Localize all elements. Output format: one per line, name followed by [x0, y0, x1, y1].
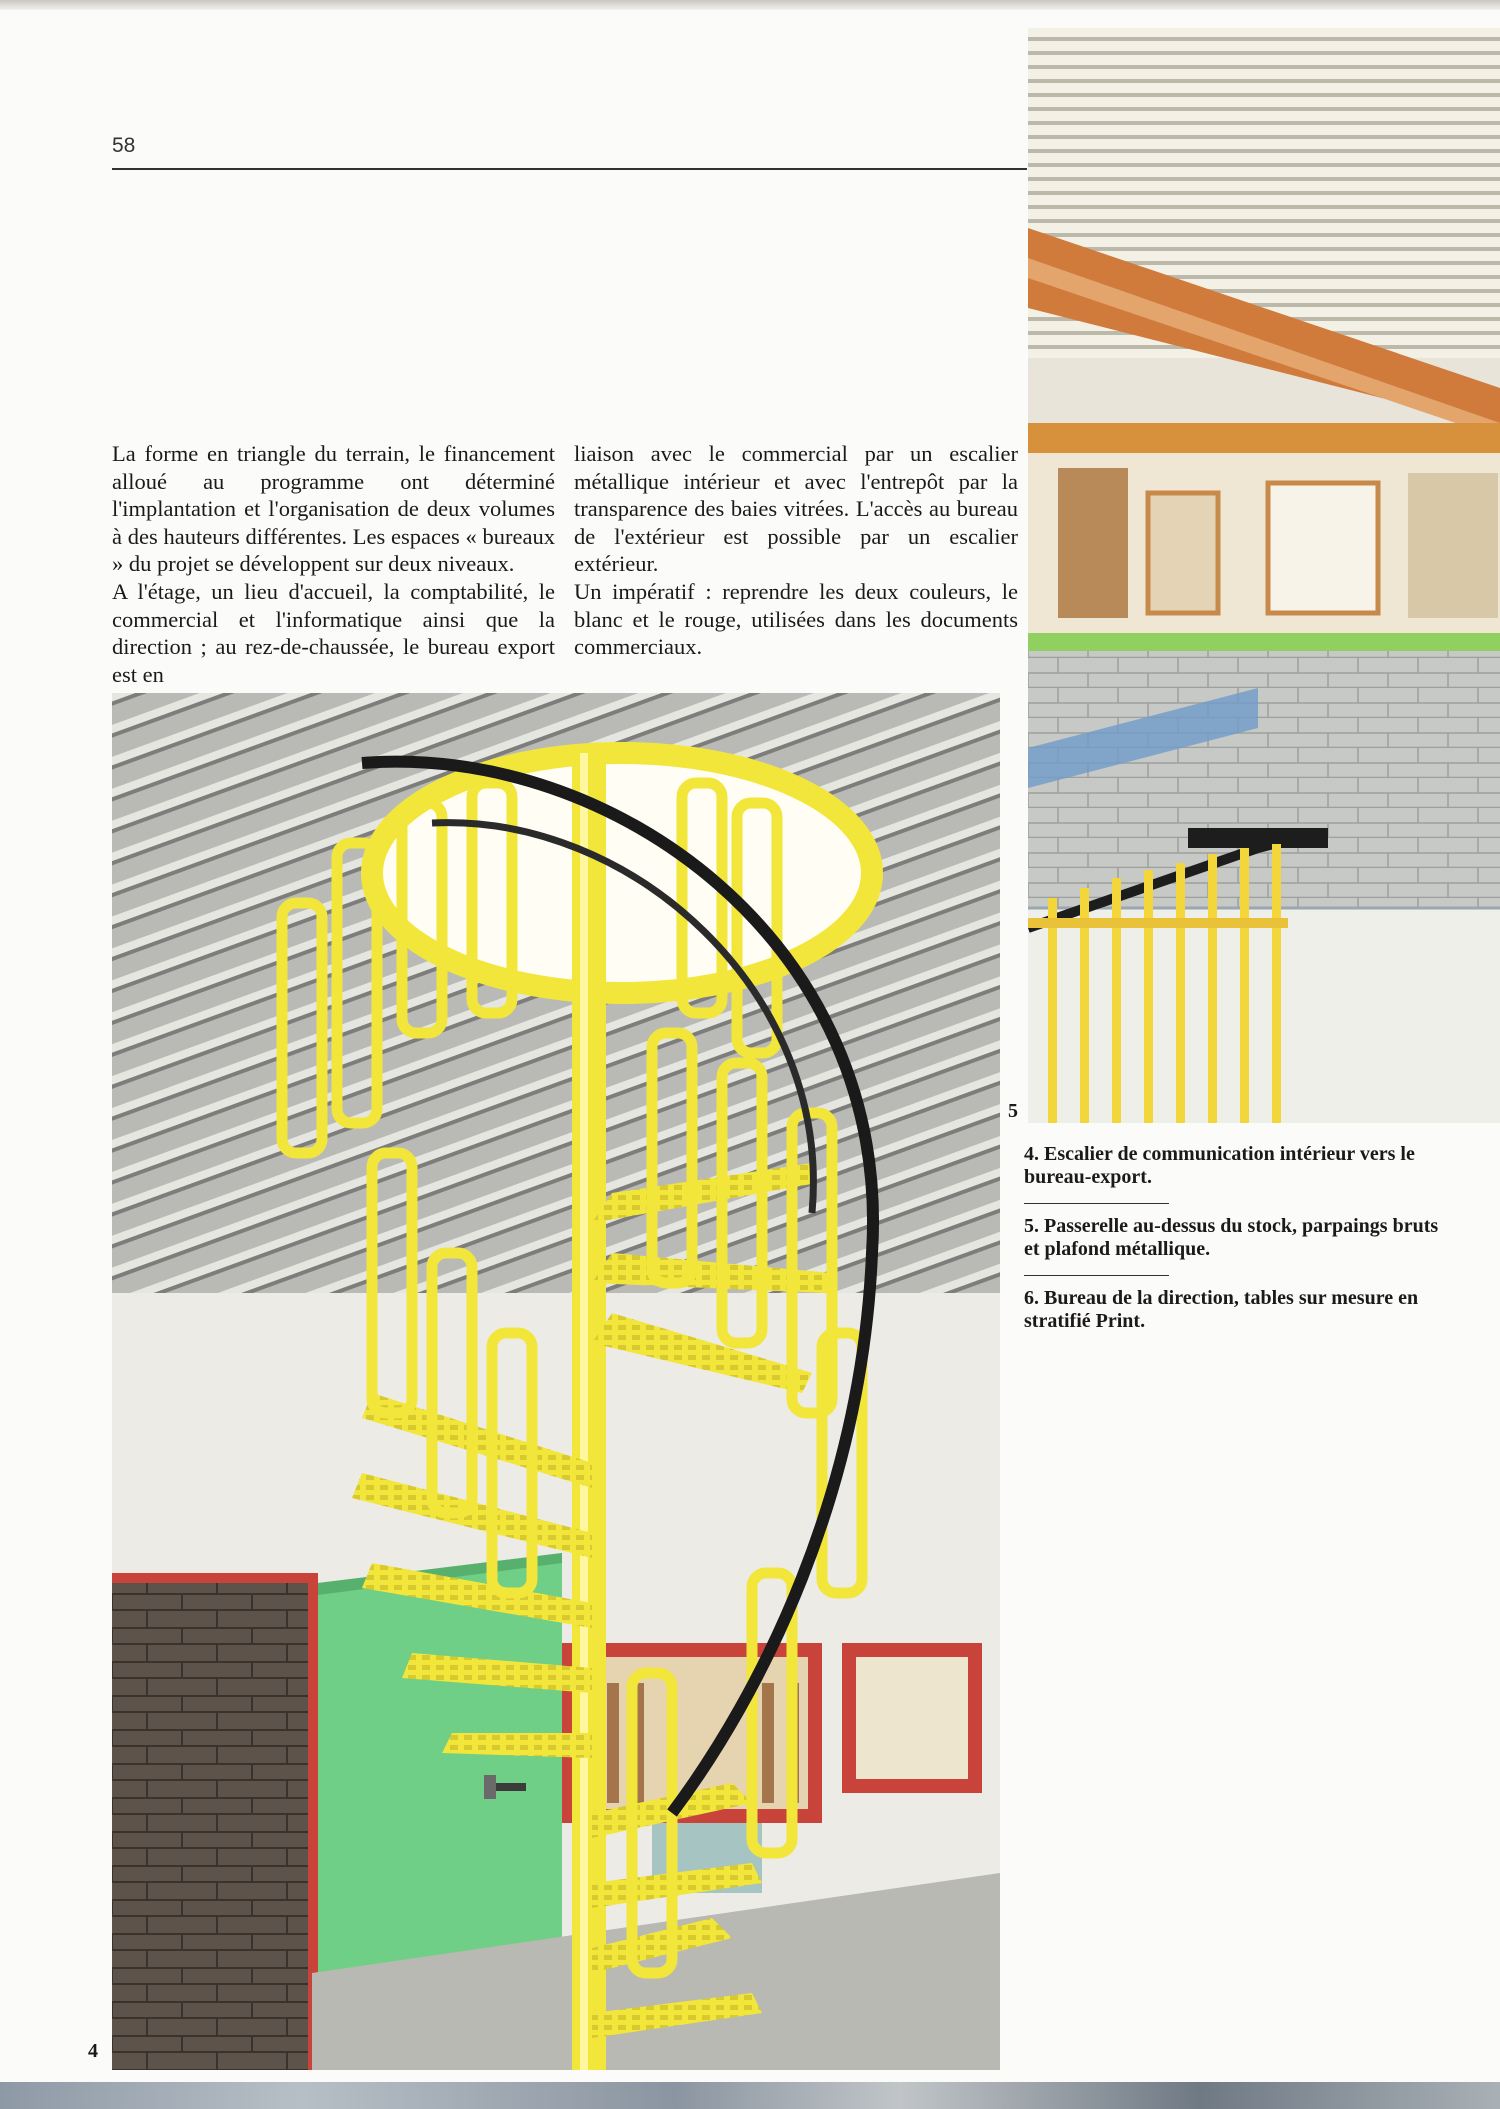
column-2-paragraph-2: Un impératif : reprendre les deux couleurs, le blanc et le rouge, utilisées dans les documents commerciaux. [574, 578, 1018, 660]
scan-edge-bottom [0, 2082, 1500, 2109]
column-2-paragraph-1: liaison avec le commercial par un escalier métallique intérieur et avec l'entrepôt par la transparence des baies vitrées. L'accès au bureau de l'extérieur est possible par un escalier extérieur. [574, 441, 1018, 577]
page-number: 58 [112, 134, 136, 157]
caption-photo-6: 6. Bureau de la direction, tables sur mesure en stratifié Print. [1024, 1287, 1419, 1332]
photo-4-label: 4 [88, 2040, 98, 2062]
header-rule [112, 168, 1027, 170]
caption-divider [1024, 1203, 1169, 1204]
spiral-staircase-photo [112, 693, 1000, 2070]
scan-edge-top [0, 0, 1500, 10]
caption-divider [1024, 1275, 1169, 1276]
photo-5-label: 5 [1008, 1100, 1018, 1122]
column-1-paragraph-2: A l'étage, un lieu d'accueil, la comptabilité, le commercial et l'informatique ainsi que la direction ; au rez-de-chaussée, le bureau export est en [112, 578, 555, 687]
footbridge-photo [1028, 28, 1500, 1123]
article-column-1 [112, 440, 555, 688]
article-column-2 [574, 440, 1018, 661]
column-1-paragraph-1: La forme en triangle du terrain, le financement alloué au programme ont déterminé l'implantation et l'organisation de deux volumes à des hauteurs différentes. Les espaces « bureaux » du projet se développent sur deux niveaux. [112, 441, 555, 577]
caption-photo-5: 5. Passerelle au-dessus du stock, parpaings bruts et plafond métallique. [1024, 1215, 1439, 1260]
caption-photo-4: 4. Escalier de communication intérieur vers le bureau-export. [1024, 1143, 1415, 1188]
photo-captions [1024, 1143, 1444, 1347]
